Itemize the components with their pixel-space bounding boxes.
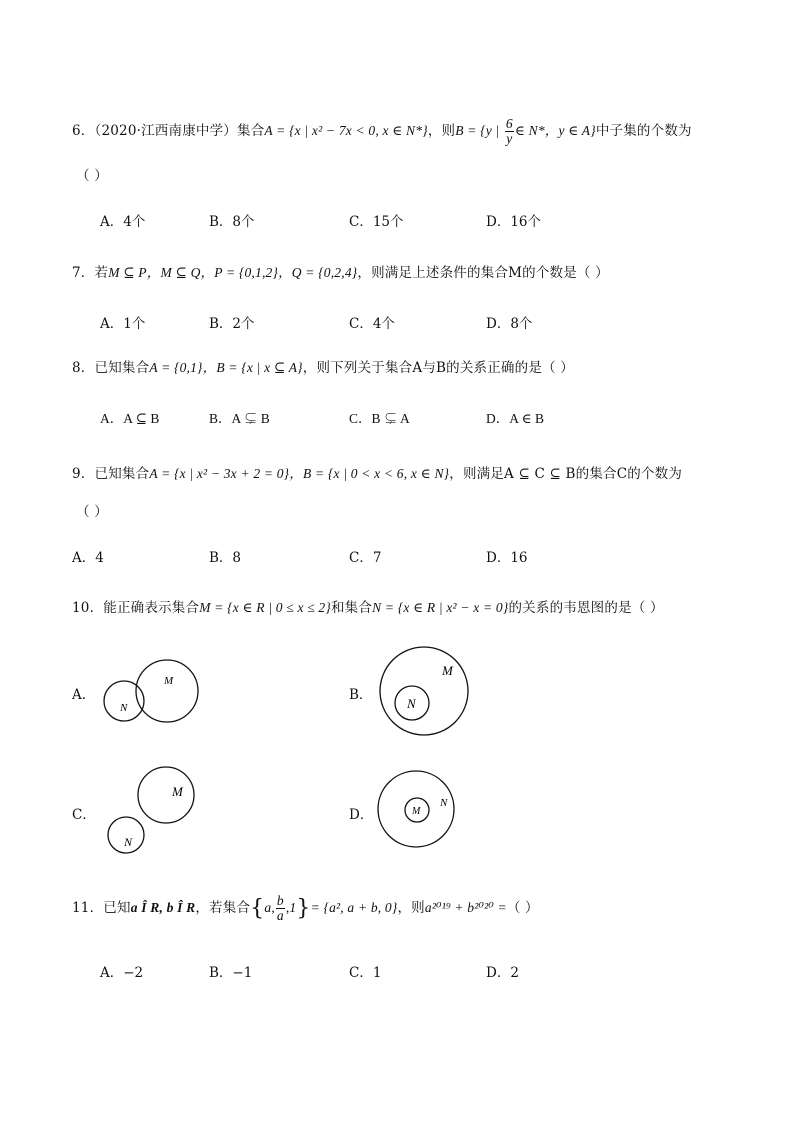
set-m-label: M [164, 675, 174, 687]
set-m-label: M [442, 663, 453, 678]
set-n-label: N [124, 835, 133, 849]
q11-option-d[interactable]: D．2 [486, 965, 519, 981]
q7-text: ，则满足上述条件的集合M的个数是（ ） [357, 265, 609, 281]
q9-answer-paren: （ ） [76, 504, 108, 520]
fraction-denominator: a [276, 908, 284, 924]
q11-option-c[interactable]: C．1 [349, 965, 382, 981]
q11-expression: a²⁰¹⁹ + b²⁰²⁰ = [424, 900, 507, 916]
q10-option-a-label[interactable]: A． [72, 687, 96, 703]
q11-text: ，若集合 [195, 900, 251, 917]
q8-text: ，则下列关于集合A与B的关系正确的是（ ） [302, 360, 574, 376]
q8-text: 已知集合 [94, 360, 150, 376]
q6-number: 6． [72, 123, 95, 140]
q6-text: 中子集的个数为 [595, 123, 692, 140]
set-m-circle [138, 767, 194, 823]
q6-text: ，则 [427, 123, 456, 140]
q7-text: 若 [94, 265, 109, 281]
q10-number: 10． [72, 600, 104, 616]
q11-fraction [276, 894, 285, 923]
set-m-circle [136, 660, 198, 722]
q6-text: 集合 [237, 123, 265, 140]
q10-venn-c[interactable] [104, 764, 200, 858]
q7-math: M ⊆ P，M ⊆ Q，P = {0,1,2}，Q = {0,2,4} [108, 265, 358, 280]
q7-option-d[interactable]: D．8个 [486, 316, 533, 332]
q7-option-b[interactable]: B．2个 [209, 316, 255, 332]
q11-answer-paren: （ ） [506, 900, 539, 917]
set-m-label: M [412, 806, 421, 817]
q11-set-left-prefix: a, [264, 900, 275, 916]
set-n-label: N [407, 696, 416, 711]
q6-fraction [505, 117, 514, 146]
q7-option-a[interactable]: A．1个 [100, 316, 146, 332]
q7-number: 7． [72, 265, 95, 281]
q8-option-c[interactable]: C．B ⊊ A [349, 411, 410, 426]
q11-domain: a Î R, b Î R [130, 900, 196, 916]
q8-math: A = {0,1}，B = {x | x ⊆ A} [149, 360, 303, 375]
q6-set-b-prefix: B = {y | [455, 123, 500, 139]
q9-text: ，则满足A ⊆ C ⊆ B的集合C的个数为 [449, 466, 683, 482]
q10-option-b-label[interactable]: B． [349, 687, 373, 703]
q11-set-right: = {a², a + b, 0} [310, 900, 398, 916]
q10-text: 能正确表示集合 [103, 600, 200, 616]
q10-set-m: M = {x ∈ R | 0 ≤ x ≤ 2} [199, 600, 331, 615]
q10-stem [72, 596, 664, 616]
q9-math: A = {x | x² − 3x + 2 = 0}，B = {x | 0 < x < 6, x ∈ N} [149, 466, 450, 481]
q7-stem [72, 261, 609, 281]
q9-text: 已知集合 [94, 466, 150, 482]
q8-stem [72, 356, 574, 376]
q9-number: 9． [72, 466, 95, 482]
fraction-numerator: b [276, 893, 284, 908]
q10-option-d-label[interactable]: D． [349, 807, 374, 823]
q6-source: （2020·江西南康中学） [94, 123, 237, 140]
q9-stem [72, 462, 682, 482]
q8-option-b[interactable]: B．A ⊊ B [209, 411, 270, 426]
q6-option-a[interactable]: A．4个 [100, 214, 146, 230]
q6-stem [72, 117, 692, 146]
q6-option-b[interactable]: B．8个 [209, 214, 255, 230]
q9-option-c[interactable]: C．7 [349, 550, 382, 566]
q11-option-a[interactable]: A．−2 [100, 965, 144, 981]
set-m-label: M [172, 784, 183, 799]
q7-option-c[interactable]: C．4个 [349, 316, 395, 332]
q10-text: 和集合 [330, 600, 373, 616]
right-brace: } [296, 896, 311, 922]
q8-number: 8． [72, 360, 95, 376]
q10-option-c-label[interactable]: C． [72, 807, 96, 823]
q8-option-a[interactable]: A．A ⊆ B [100, 411, 160, 426]
fraction-denominator: y [506, 131, 513, 147]
q10-text: 的关系的韦恩图的是（ ） [508, 600, 664, 616]
q6-answer-paren: （ ） [76, 168, 108, 184]
q11-number: 11． [72, 900, 104, 917]
set-n-label: N [440, 797, 448, 809]
q6-option-c[interactable]: C．15个 [349, 214, 404, 230]
left-brace: { [250, 896, 265, 922]
q6-set-a: A = {x | x² − 7x < 0, x ∈ N*} [264, 123, 428, 139]
set-n-label: N [120, 702, 128, 714]
q8-option-d[interactable]: D．A ∈ B [486, 411, 545, 426]
q9-option-d[interactable]: D．16 [486, 550, 528, 566]
fraction-numerator: 6 [505, 116, 513, 131]
q10-venn-d[interactable] [376, 770, 458, 850]
q11-set-left-suffix: ,1 [285, 900, 297, 916]
q10-set-n: N = {x ∈ R | x² − x = 0} [372, 600, 509, 615]
q11-option-b[interactable]: B．−1 [209, 965, 253, 981]
q10-venn-b[interactable] [376, 646, 472, 738]
q6-set-b-suffix: ∈ N*，y ∈ A} [514, 123, 596, 139]
q10-venn-a[interactable] [98, 655, 204, 727]
q11-stem [72, 894, 539, 923]
q9-option-a[interactable]: A．4 [72, 550, 104, 566]
q6-option-d[interactable]: D．16个 [486, 214, 542, 230]
q9-option-b[interactable]: B．8 [209, 550, 242, 566]
q11-text: ，则 [397, 900, 425, 917]
q11-text: 已知 [103, 900, 131, 917]
